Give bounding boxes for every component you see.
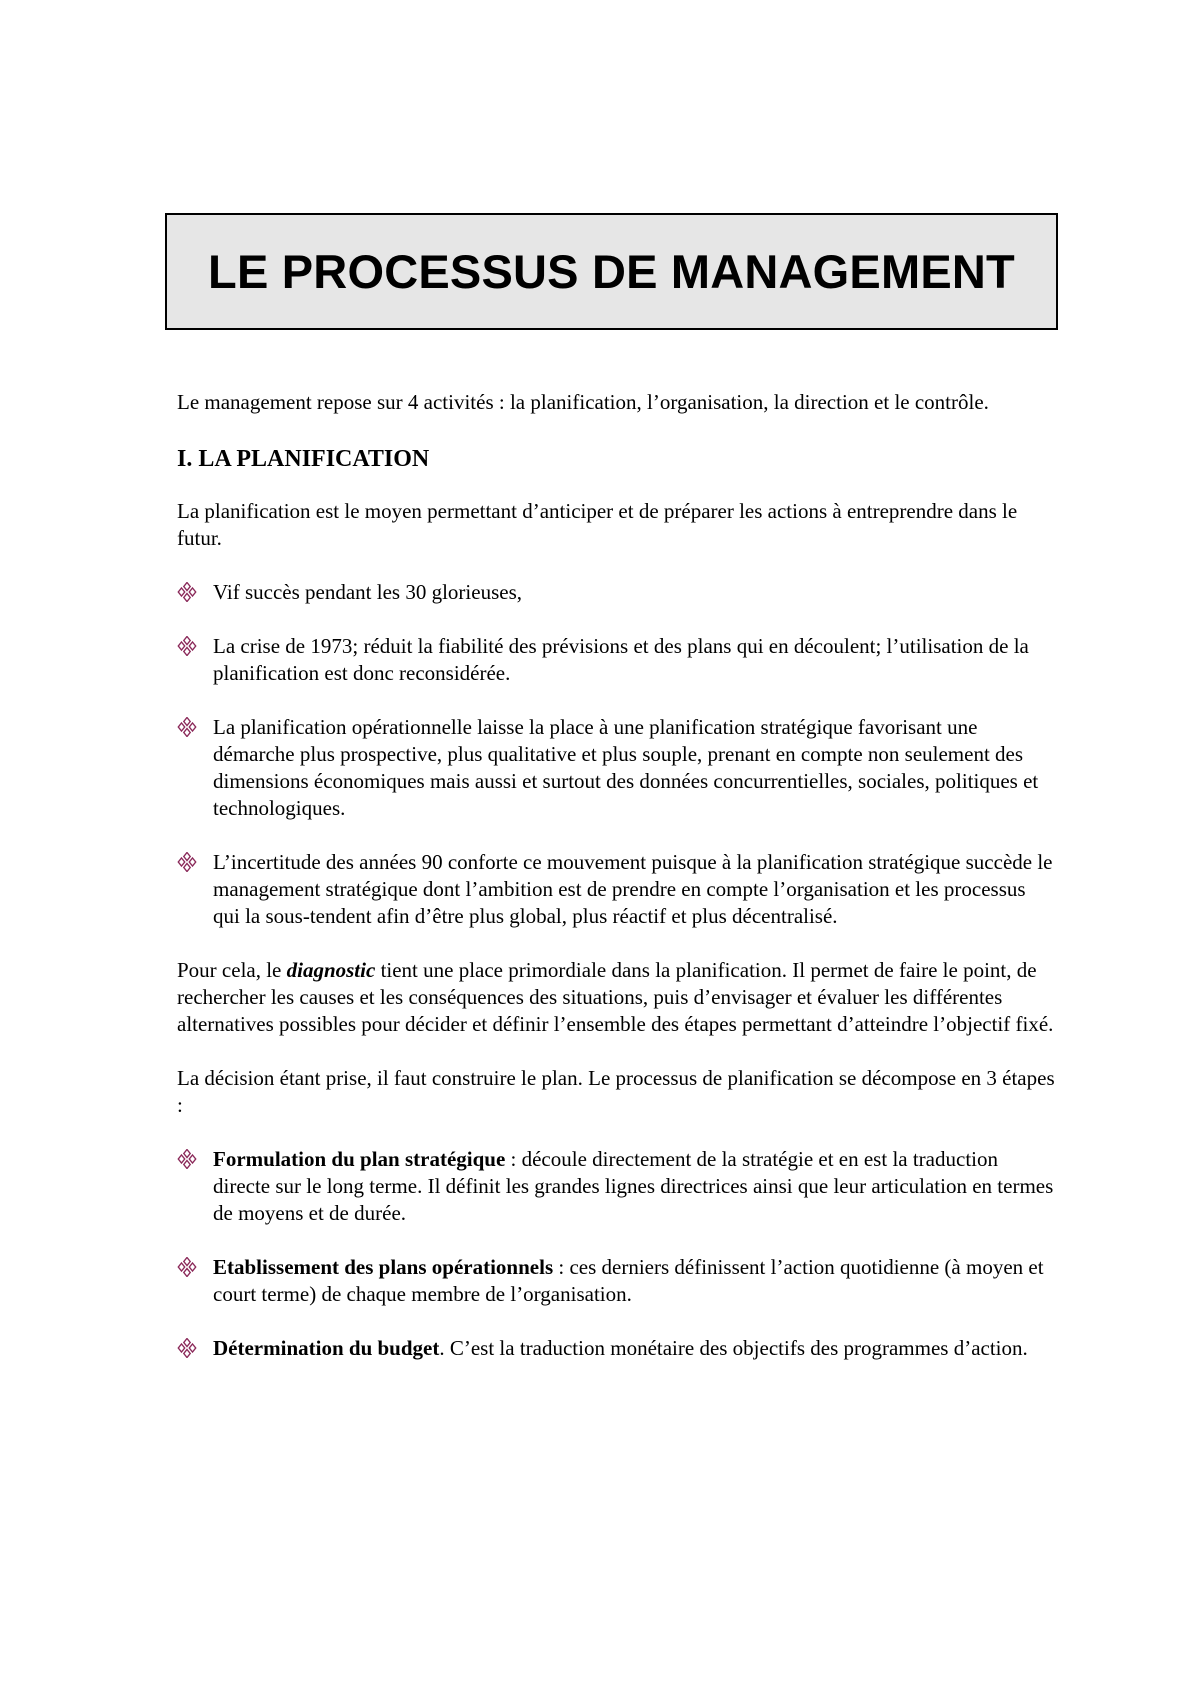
step-item [177, 1335, 1057, 1362]
diagnostic-text-after: tient une place primordiale dans la planification. Il permet de faire le point, de rechercher les causes et les conséquences des situations, puis d’envisager et évaluer les différentes alternatives possibles pour décider et définir l’ensemble des étapes permettant d’atteindre l’objectif fixé. [177, 958, 1054, 1036]
list-item-text: L’incertitude des années 90 conforte ce mouvement puisque à la planification stratégique succède le management stratégique dont l’ambition est de prendre en compte l’organisation et les processus qui la sous-tendent afin d’être plus global, plus réactif et plus décentralisé. [213, 850, 1053, 928]
step-item [177, 1146, 1057, 1227]
list-item [177, 633, 1057, 687]
four-diamond-bullet-icon [177, 1338, 197, 1358]
section-heading: I. LA PLANIFICATION [177, 446, 430, 472]
four-diamond-bullet-icon [177, 1149, 197, 1169]
four-diamond-bullet-icon [177, 852, 197, 872]
intro-paragraph: Le management repose sur 4 activités : la planification, l’organisation, la direction et le contrôle. [177, 390, 989, 414]
list-item-text: La crise de 1973; réduit la fiabilité des prévisions et des plans qui en découlent; l’utilisation de la planification est donc reconsidérée. [213, 634, 1029, 685]
definition-paragraph: La planification est le moyen permettant d’anticiper et de préparer les actions à entreprendre dans le futur. [177, 499, 1018, 550]
page-title: LE PROCESSUS DE MANAGEMENT [208, 245, 1015, 298]
step-term: Détermination du budget [213, 1336, 440, 1360]
list-item [177, 714, 1057, 822]
step-item [177, 1254, 1057, 1308]
title-box [165, 213, 1058, 330]
diagnostic-text-before: Pour cela, le [177, 958, 287, 982]
four-diamond-bullet-icon [177, 582, 197, 602]
list-item-text: Vif succès pendant les 30 glorieuses, [213, 580, 522, 604]
diagnostic-paragraph [177, 957, 1057, 1038]
step-text: : découle directement de la stratégie et en est la traduction directe sur le long terme. Il définit les grandes lignes directrices ainsi que leur articulation en termes de moyens et de durée. [213, 1147, 1054, 1225]
step-term: Etablissement des plans opérationnels [213, 1255, 554, 1279]
list-item [177, 849, 1057, 930]
list-item [177, 579, 1057, 606]
step-text: : ces derniers définissent l’action quotidienne (à moyen et court terme) de chaque membre de l’organisation. [213, 1255, 1044, 1306]
list-item-text: La planification opérationnelle laisse la place à une planification stratégique favorisant une démarche plus prospective, plus qualitative et plus souple, prenant en compte non seulement des dimensions économiques mais aussi et surtout des données concurrentielles, sociales, politiques et technologiques. [213, 715, 1039, 820]
step-term: Formulation du plan stratégique [213, 1147, 506, 1171]
four-diamond-bullet-icon [177, 636, 197, 656]
four-diamond-bullet-icon [177, 1257, 197, 1277]
four-diamond-bullet-icon [177, 717, 197, 737]
decision-paragraph: La décision étant prise, il faut construire le plan. Le processus de planification se décompose en 3 étapes : [177, 1066, 1055, 1117]
document-body [177, 389, 1057, 1389]
step-text: . C’est la traduction monétaire des objectifs des programmes d’action. [439, 1336, 1028, 1360]
diagnostic-term: diagnostic [286, 958, 376, 982]
